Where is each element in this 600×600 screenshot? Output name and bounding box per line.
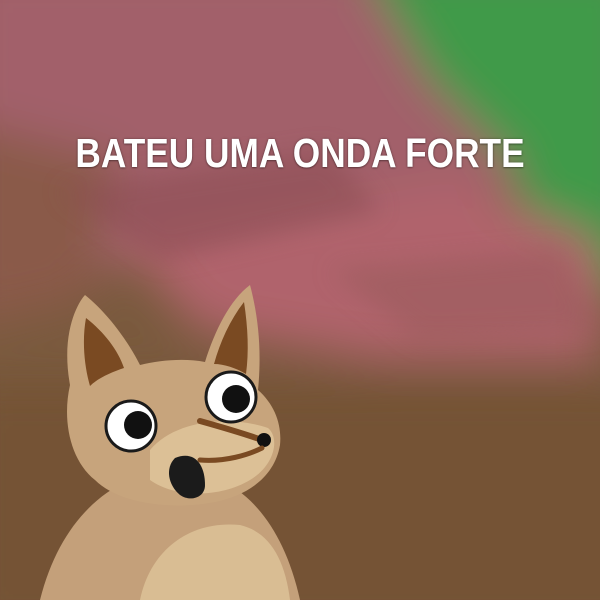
fox-pupil-left [124, 411, 152, 439]
fox-pupil-right [222, 385, 250, 413]
fox-nose [257, 433, 271, 447]
meme-caption: BATEU UMA ONDA FORTE [75, 130, 525, 176]
cartoon-fox-character [0, 270, 320, 600]
